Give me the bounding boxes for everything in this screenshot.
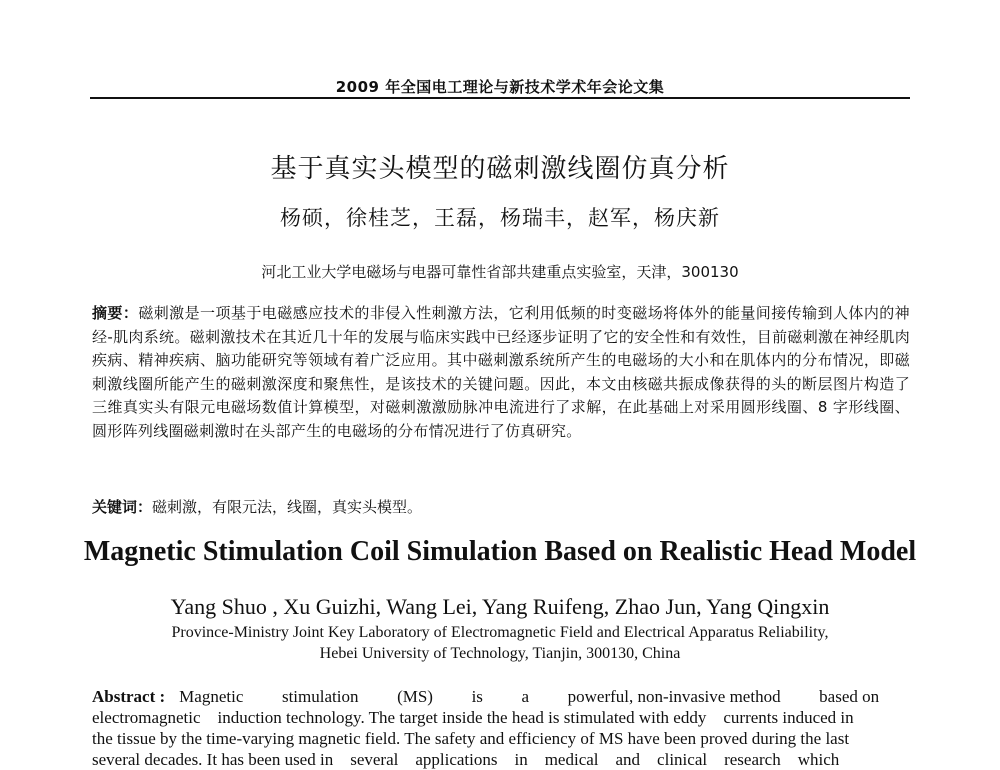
- chinese-abstract: [92, 302, 910, 443]
- abstract-word: (MS): [397, 687, 433, 706]
- chinese-keywords-text: 磁刺激，有限元法，线圈，真实头模型。: [152, 498, 423, 516]
- chinese-keywords-label: 关键词：: [92, 498, 153, 516]
- english-abstract-line3: the tissue by the time-varying magnetic field. The safety and efficiency of MS have been proved during the last: [92, 729, 850, 748]
- english-affiliation-line1: Province-Ministry Joint Key Laboratory of Electromagnetic Field and Electrical Apparatus Reliability,: [171, 624, 829, 641]
- chinese-keywords: [92, 496, 910, 517]
- english-affiliation: [0, 622, 1000, 664]
- english-abstract-line1-words: [179, 686, 879, 707]
- english-abstract: [92, 686, 910, 770]
- english-title: Magnetic Stimulation Coil Simulation Based on Realistic Head Model: [83, 536, 917, 567]
- english-abstract-line1: [92, 686, 910, 707]
- english-affiliation-line2: Hebei University of Technology, Tianjin, 300130, China: [319, 645, 681, 662]
- abstract-word: a: [521, 687, 530, 706]
- chinese-affiliation: 河北工业大学电磁场与电器可靠性省部共建重点实验室，天津，300130: [261, 263, 739, 281]
- header-rule: [90, 97, 910, 99]
- english-abstract-line2: electromagnetic induction technology. The target inside the head is stimulated with eddy currents induced in: [92, 708, 854, 727]
- abstract-word: is: [471, 687, 483, 706]
- chinese-authors: 杨硕，徐桂芝，王磊，杨瑞丰，赵军，杨庆新: [280, 206, 720, 230]
- chinese-title: 基于真实头模型的磁刺激线圈仿真分析: [270, 154, 730, 184]
- english-authors: Yang Shuo , Xu Guizhi, Wang Lei, Yang Ruifeng, Zhao Jun, Yang Qingxin: [170, 594, 830, 619]
- abstract-word: based on: [819, 687, 880, 706]
- english-abstract-label: Abstract :: [92, 687, 166, 706]
- chinese-abstract-label: 摘要：: [92, 304, 139, 322]
- english-abstract-line4: several decades. It has been used in several applications in medical and clinical research which: [92, 750, 840, 769]
- chinese-abstract-body: 磁刺激是一项基于电磁感应技术的非侵入性刺激方法，它利用低频的时变磁场将体外的能量间接传输到人体内的神经-肌肉系统。磁刺激技术在其近几十年的发展与临床实践中已经逐步证明了它的安全性和有效性，目前磁刺激在神经肌肉疾病、精神疾病、脑功能研究等领域有着广泛应用。其中磁刺激系统所产生的电磁场的大小和在肌体内的分布情况，即磁刺激线圈所能产生的磁刺激深度和聚焦性，是该技术的关键问题。因此，本文由核磁共振成像获得的头的断层图片构造了三维真实头有限元电磁场数值计算模型，对磁刺激激励脉冲电流进行了求解，在此基础上对采用圆形线圈、8 字形线圈、圆形阵列线圈磁刺激时在头部产生的电磁场的分布情况进行了仿真研究。: [92, 304, 910, 440]
- abstract-word: stimulation: [281, 687, 359, 706]
- running-header: 2009 年全国电工理论与新技术学术年会论文集: [335, 78, 665, 96]
- abstract-word: powerful, non-invasive method: [567, 687, 781, 706]
- abstract-word: Magnetic: [179, 687, 244, 706]
